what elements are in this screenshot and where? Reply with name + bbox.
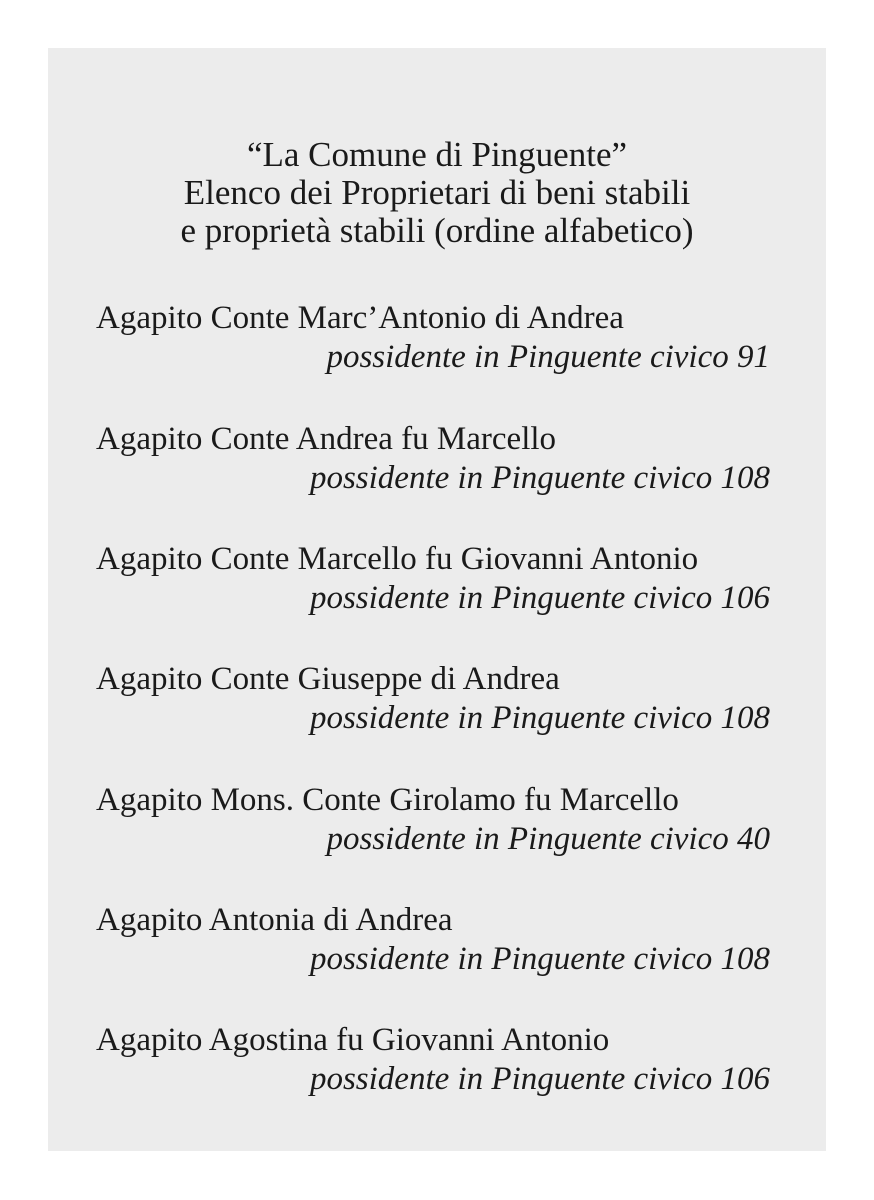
owner-detail: possidente in Pinguente civico 40	[326, 821, 770, 857]
list-item	[48, 540, 826, 620]
owner-detail: possidente in Pinguente civico 108	[309, 460, 770, 496]
list-item	[48, 901, 826, 981]
list-item	[48, 781, 826, 861]
owner-name: Agapito Agostina fu Giovanni Antonio	[96, 1022, 610, 1058]
owner-detail: possidente in Pinguente civico 108	[309, 941, 770, 977]
owner-detail: possidente in Pinguente civico 108	[309, 700, 770, 736]
document-panel	[48, 48, 826, 1151]
list-item	[48, 660, 826, 740]
owner-name: Agapito Antonia di Andrea	[96, 902, 453, 938]
owner-name: Agapito Conte Marc’Antonio di Andrea	[96, 300, 624, 336]
owner-detail: possidente in Pinguente civico 91	[326, 339, 770, 375]
list-item	[48, 1021, 826, 1101]
owner-name: Agapito Conte Andrea fu Marcello	[96, 421, 557, 457]
owner-name: Agapito Mons. Conte Girolamo fu Marcello	[96, 782, 679, 818]
owner-name: Agapito Conte Marcello fu Giovanni Antonio	[96, 541, 699, 577]
owner-name: Agapito Conte Giuseppe di Andrea	[96, 661, 560, 697]
title-line-3: e proprietà stabili (ordine alfabetico)	[180, 211, 694, 250]
owner-detail: possidente in Pinguente civico 106	[309, 1061, 770, 1097]
list-item	[48, 299, 826, 379]
owner-detail: possidente in Pinguente civico 106	[309, 580, 770, 616]
title-line-2: Elenco dei Proprietari di beni stabili	[183, 173, 691, 212]
list-item	[48, 420, 826, 500]
owner-list	[48, 48, 826, 1151]
title-line-1: “La Comune di Pinguente”	[246, 135, 628, 174]
